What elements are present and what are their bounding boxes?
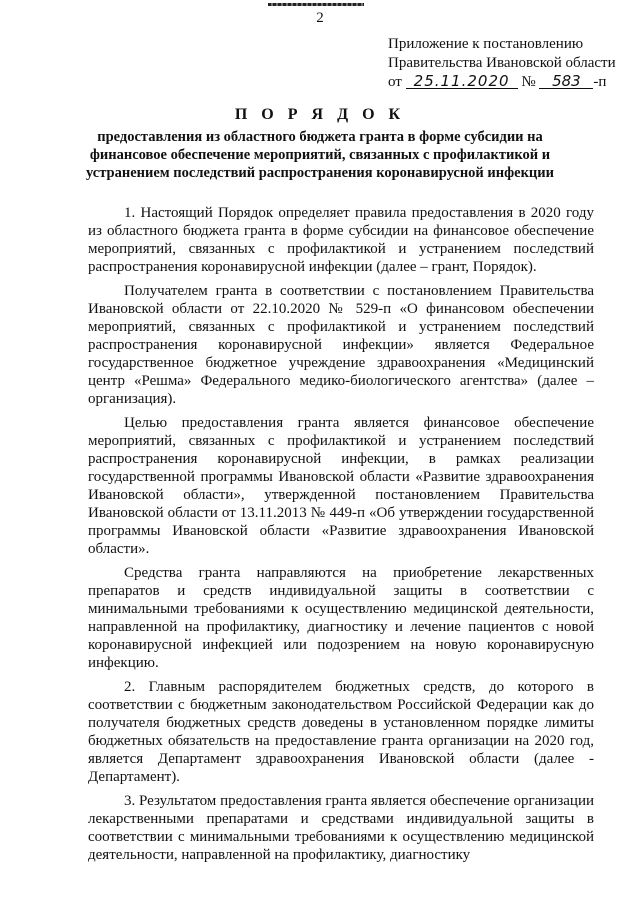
handwritten-number: 583 [539, 74, 593, 89]
handwritten-date: 25.11.2020 [406, 74, 518, 89]
paragraph: 1. Настоящий Порядок определяет правила предоставления в 2020 году из областного бюджета гранта в форме субсидии на финансовое обеспечение мероприятий, связанных с профилактикой и устранением последствий распространения коронавирусной инфекции (далее – грант, Порядок). [88, 205, 594, 275]
header-scan-mark [268, 3, 364, 6]
number-label: № [521, 74, 536, 90]
page-number: 2 [316, 10, 324, 26]
appendix-block [388, 35, 616, 92]
document-title [60, 106, 580, 182]
paragraph: 3. Результатом предоставления гранта является обеспечение организации лекарственными препаратами и средствами индивидуальной защиты в соответствии с минимальными требованиями к осуществлению медицинской деятельности, направленной на профилактику, диагностику [88, 793, 594, 863]
paragraph: Целью предоставления гранта является финансовое обеспечение мероприятий, связанных с профилактикой и устранением последствий распространения коронавирусной инфекции, в рамках реализации государственной программы Ивановской области «Развитие здравоохранения Ивановской области», утвержденной постановлением Правительства Ивановской области от 13.11.2013 № 449-п «Об утверждении государственной программы Ивановской области «Развитие здравоохранения Ивановской области». [88, 415, 594, 557]
appendix-line-2: Правительства Ивановской области [388, 55, 616, 71]
appendix-date-line [388, 72, 607, 92]
title-subtitle: предоставления из областного бюджета гранта в форме субсидии на финансовое обеспечение мероприятий, связанных с профилактикой и устранением последствий распространения коронавирусной инфекции [85, 129, 554, 181]
number-suffix: -п [593, 74, 607, 90]
title-main: П О Р Я Д О К [234, 106, 406, 123]
paragraph: Средства гранта направляются на приобретение лекарственных препаратов и средств индивидуальной защиты в соответствии с минимальными требованиями к осуществлению медицинской деятельности, направленной на профилактику, диагностику и лечение пациентов с новой коронавирусной инфекцией или подозрением на новую коронавирусную инфекцию. [88, 565, 594, 671]
paragraph: 2. Главным распорядителем бюджетных средств, до которого в соответствии с бюджетным законодательством Российской Федерации как до получателя бюджетных средств доведены в установленном порядке лимиты бюджетных обязательств на предоставление гранта организации на 2020 год, является Департамент здравоохранения Ивановской области (далее - Департамент). [88, 679, 594, 785]
appendix-line-1: Приложение к постановлению [388, 36, 584, 52]
paragraph: Получателем гранта в соответствии с постановлением Правительства Ивановской области от 22.10.2020 № 529-п «О финансовом обеспечении мероприятий, связанных с профилактикой и устранением последствий распространения коронавирусной инфекции» является Федеральное государственное бюджетное учреждение здравоохранения «Медицинский центр «Решма» Федерального медико-биологического агентства» (далее – организация). [88, 283, 594, 407]
from-label: от [388, 74, 402, 90]
document-body [88, 204, 594, 870]
